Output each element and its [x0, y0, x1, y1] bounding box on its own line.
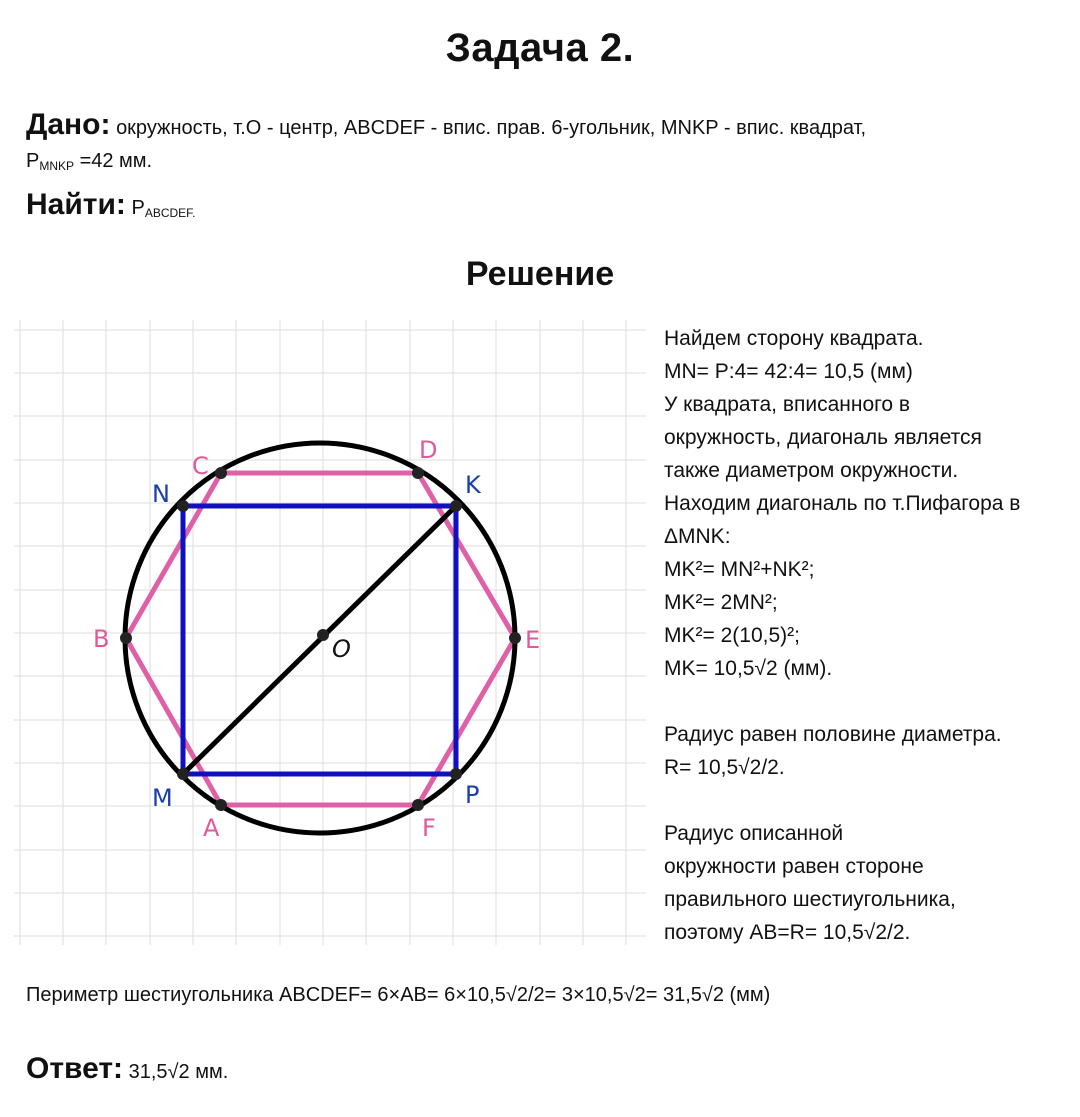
label-b: B [93, 625, 110, 653]
given-perimeter [26, 150, 152, 173]
given-label: Дано: [26, 108, 111, 141]
label-k: K [465, 471, 481, 499]
point-o [317, 629, 329, 641]
point-b [120, 632, 132, 644]
solution-step: окружности равен стороне [664, 855, 924, 878]
solution-step: поэтому AB=R= 10,5√2/2. [664, 921, 911, 944]
point-f [412, 799, 424, 811]
solution-step: Находим диагональ по т.Пифагора в [664, 492, 1021, 515]
label-n: N [152, 480, 170, 508]
find-label: Найти: [26, 188, 126, 221]
find-p-sub: ABCDEF. [144, 206, 196, 220]
solution-step: MK²= 2MN²; [664, 591, 778, 614]
solution-step: Найдем сторону квадрата. [664, 327, 924, 350]
given-p-value: =42 мм. [79, 150, 153, 172]
point-a [215, 799, 227, 811]
given-p-letter: P [26, 150, 40, 172]
answer-value: 31,5√2 мм. [128, 1061, 229, 1083]
figure-points [120, 467, 521, 811]
answer-label: Ответ: [26, 1052, 124, 1085]
label-p: P [465, 781, 480, 809]
point-e [509, 632, 521, 644]
solution-step: MK²= 2(10,5)²; [664, 624, 800, 647]
label-a: A [203, 814, 220, 842]
given-text: окружность, т.О - центр, ABCDEF - впис. прав. 6-угольник, MNKP - впис. квадрат, [116, 117, 867, 139]
solution-step: окружность, диагональ является [664, 426, 982, 449]
given-section [26, 108, 866, 145]
solution-step [664, 784, 1074, 817]
solution-title: Решение [465, 255, 615, 293]
find-p-letter: P [131, 197, 145, 219]
geometry-figure [14, 320, 646, 945]
solution-step: MN= P:4= 42:4= 10,5 (мм) [664, 360, 913, 383]
point-c [215, 467, 227, 479]
solution-step: Радиус описанной [664, 822, 844, 845]
point-d [412, 467, 424, 479]
solution-step: также диаметром окружности. [664, 459, 959, 482]
find-section [26, 188, 196, 222]
point-m [177, 768, 189, 780]
answer-section [26, 1052, 228, 1086]
solution-steps [664, 322, 1074, 949]
label-e: E [525, 626, 541, 654]
point-k [450, 500, 462, 512]
solution-step [664, 685, 1074, 718]
solution-step: ΔMNK: [664, 525, 731, 548]
label-f: F [422, 814, 436, 842]
label-o: O [332, 635, 351, 663]
point-p [450, 768, 462, 780]
point-n [177, 500, 189, 512]
label-d: D [419, 436, 438, 464]
perimeter-calculation: Периметр шестиугольника ABCDEF= 6×AB= 6×10,5√2/2= 3×10,5√2= 31,5√2 (мм) [26, 984, 771, 1006]
solution-step: R= 10,5√2/2. [664, 756, 785, 779]
label-c: C [192, 452, 209, 480]
solution-step: MK= 10,5√2 (мм). [664, 657, 833, 680]
solution-step: MK²= MN²+NK²; [664, 558, 815, 581]
solution-step: Радиус равен половине диаметра. [664, 723, 1002, 746]
given-p-sub: MNKP [39, 159, 75, 173]
solution-step: правильного шестиугольника, [664, 888, 956, 911]
page-title: Задача 2. [445, 26, 635, 70]
label-m: M [152, 784, 173, 812]
solution-step: У квадрата, вписанного в [664, 393, 911, 416]
